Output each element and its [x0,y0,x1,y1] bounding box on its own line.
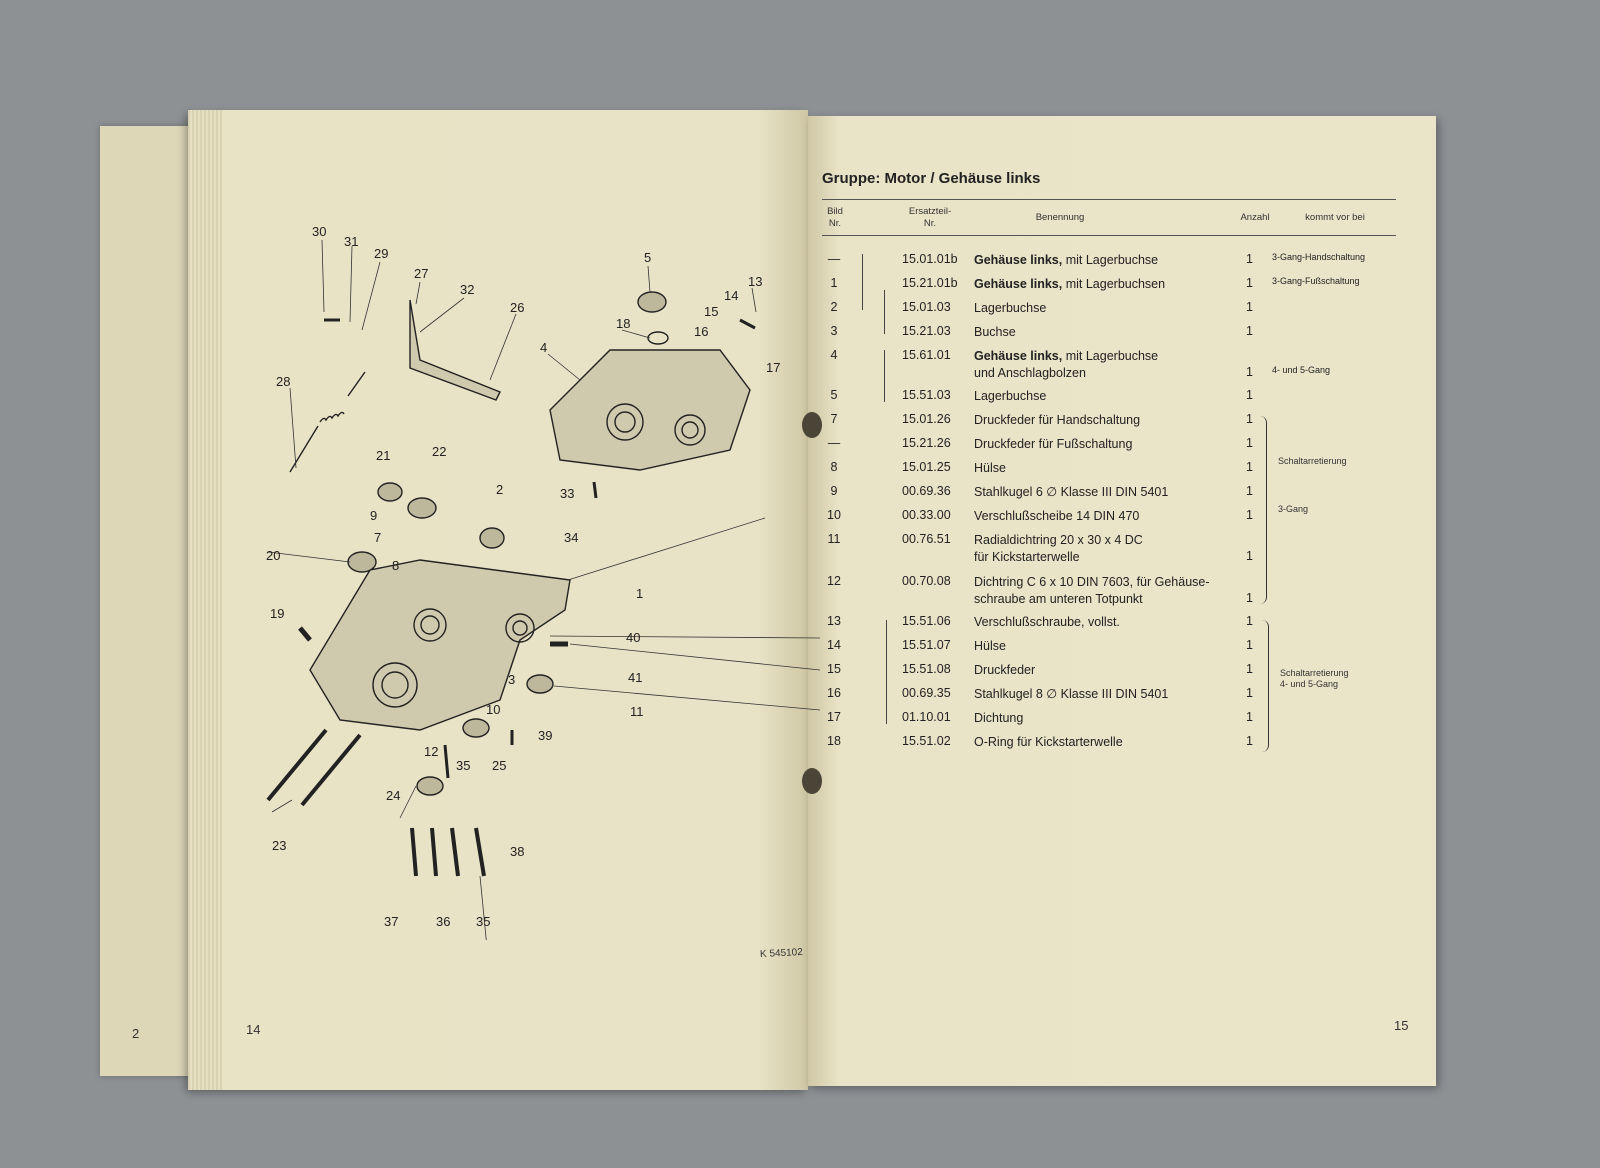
note-schaltarretierung-45: Schaltarretierung 4- und 5-Gang [1280,668,1349,689]
group-arrow [886,620,887,724]
callout-label: 28 [276,374,291,389]
callout-label: 19 [270,606,285,621]
col-header-benennung: Benennung [1035,212,1085,223]
callout-label: 36 [436,914,451,929]
callout-label: 14 [724,288,739,303]
callout-label: 25 [492,758,507,773]
bracket [1262,620,1269,752]
page-title: Gruppe: Motor / Gehäuse links [822,170,1041,187]
callout-label: 35 [476,914,491,929]
table-row: 8 15.01.25 Hülse 1 [830,460,1253,475]
callout-label: 41 [628,670,643,685]
callout-label: 4 [540,340,548,355]
header-rule [822,235,1396,236]
callout-label: 13 [748,274,763,289]
callout-label: 20 [266,548,281,563]
table-row: 5 15.51.03 Lagerbuchse 1 [830,388,1253,403]
note-schaltarretierung: Schaltarretierung [1278,456,1347,466]
col-header-anzahl: Anzahl [1240,212,1270,223]
group-arrow [862,254,863,310]
group-arrow [884,350,885,402]
table-row: 10 00.33.00 Verschlußscheibe 14 DIN 470 1 [827,508,1253,523]
callout-label: 8 [392,558,400,573]
callout-label: 32 [460,282,475,297]
callout-label: 10 [486,702,501,717]
callout-label: 23 [272,838,287,853]
table-row: — 15.01.01b Gehäuse links, mit Lagerbuchse 1 3-Gang-Handschaltung [827,252,1366,267]
table-row: 9 00.69.36 Stahlkugel 6 ∅ Klasse III DIN 5401 1 [830,484,1253,499]
table-row: 4 15.61.01 Gehäuse links, mit Lagerbuchse und Anschlagbolzen 1 4- und 5-Gang [830,348,1331,380]
callout-label: 5 [644,250,652,265]
callout-label: 17 [766,360,781,375]
callout-label: 22 [432,444,447,459]
exploded-view-diagram [220,200,820,940]
callout-label: 26 [510,300,525,315]
page-number-right: 15 [1394,1018,1409,1033]
callout-label: 3 [508,672,516,687]
page-number-left: 14 [246,1022,261,1037]
table-row: 12 00.70.08 Dichtring C 6 x 10 DIN 7603, für Gehäuse- schraube am unteren Totpunkt 1 [827,574,1253,606]
callout-label: 29 [374,246,389,261]
table-row: 16 00.69.35 Stahlkugel 8 ∅ Klasse III DIN 5401 1 [827,686,1253,701]
table-row: 2 15.01.03 Lagerbuchse 1 [830,300,1253,315]
table-row: 11 00.76.51 Radialdichtring 20 x 30 x 4 DC für Kickstarterwelle 1 [827,532,1253,564]
callout-label: 34 [564,530,579,545]
callout-label: 27 [414,266,429,281]
callout-label: 12 [424,744,439,759]
table-row: 1 15.21.01b Gehäuse links, mit Lagerbuchsen 1 3-Gang-Fußschaltung [830,276,1360,291]
callout-label: 7 [374,530,382,545]
table-row: 3 15.21.03 Buchse 1 [830,324,1253,339]
table-row: 17 01.10.01 Dichtung 1 [827,710,1253,725]
note-3-gang: 3-Gang [1278,504,1309,514]
callout-label: 15 [704,304,719,319]
col-header-kommt: kommt vor bei [1305,212,1365,223]
callout-label: 31 [344,234,359,249]
callout-label: 2 [496,482,504,497]
callout-label: 1 [636,586,644,601]
callout-label: 21 [376,448,391,463]
callout-label: 30 [312,224,327,239]
callout-label: 18 [616,316,631,331]
callout-label: 24 [386,788,401,803]
callout-label: 16 [694,324,709,339]
callout-label: 38 [510,844,525,859]
table-row: — 15.21.26 Druckfeder für Fußschaltung 1 [827,436,1253,451]
callout-label: 11 [630,704,644,719]
housing-drawings [268,292,755,876]
table-row: 7 15.01.26 Druckfeder für Handschaltung 1 [830,412,1253,427]
figure-code: K 545102 [759,946,804,961]
title-rule [822,199,1396,200]
callout-label: 40 [626,630,641,645]
table-row: 14 15.51.07 Hülse 1 [827,638,1253,653]
callout-label: 35 [456,758,471,773]
table-row: 13 15.51.06 Verschlußschraube, vollst. 1 [827,614,1253,629]
page-number-outer: 2 [132,1026,140,1041]
callout-label: 37 [384,914,399,929]
bracket [1260,416,1267,604]
table-row: 18 15.51.02 O-Ring für Kickstarterwelle 1 [827,734,1253,749]
col-header-ersatzteil: Ersatzteil- Nr. [908,206,952,229]
table-row: 15 15.51.08 Druckfeder 1 [827,662,1253,677]
group-arrow [884,290,885,334]
callout-label: 9 [370,508,378,523]
col-header-bild: Bild Nr. [827,206,843,229]
callout-label: 39 [538,728,553,743]
callout-label: 33 [560,486,575,501]
